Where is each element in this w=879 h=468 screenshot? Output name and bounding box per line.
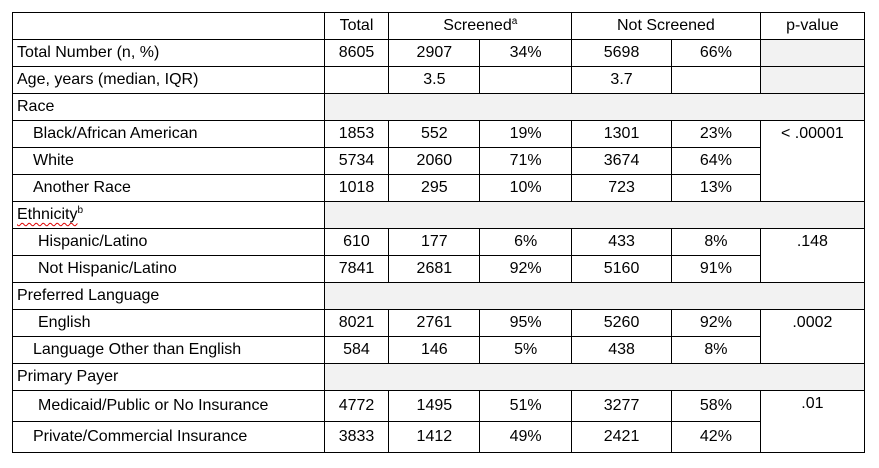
not-screened-count: 3674 bbox=[572, 148, 672, 175]
total-value: 8021 bbox=[324, 310, 389, 337]
not-screened-percent: 92% bbox=[672, 310, 761, 337]
header-total: Total bbox=[324, 13, 389, 40]
table-row bbox=[13, 175, 865, 202]
header-p-value: p-value bbox=[760, 13, 864, 40]
section-row-language bbox=[13, 283, 865, 310]
total-value: 3833 bbox=[324, 422, 389, 453]
not-screened-percent: 66% bbox=[672, 40, 761, 67]
footnote-a: a bbox=[511, 16, 518, 27]
p-value-language: .0002 bbox=[760, 310, 864, 364]
not-screened-percent: 8% bbox=[672, 229, 761, 256]
table-row bbox=[13, 256, 865, 283]
screened-count: 1495 bbox=[389, 391, 480, 422]
screened-percent: 95% bbox=[480, 310, 572, 337]
screened-count: 146 bbox=[389, 337, 480, 364]
p-value-ethnicity: .148 bbox=[760, 229, 864, 283]
screened-count: 552 bbox=[389, 121, 480, 148]
not-screened-count: 3277 bbox=[572, 391, 672, 422]
table-row bbox=[13, 391, 865, 422]
total-value: 7841 bbox=[324, 256, 389, 283]
not-screened-count: 438 bbox=[572, 337, 672, 364]
section-row-payer bbox=[13, 364, 865, 391]
total-value: 5734 bbox=[324, 148, 389, 175]
section-shade bbox=[324, 283, 865, 310]
total-value: 584 bbox=[324, 337, 389, 364]
section-label: Race bbox=[13, 94, 325, 121]
screened-count: 2761 bbox=[389, 310, 480, 337]
section-shade bbox=[324, 94, 865, 121]
total-value: 1018 bbox=[324, 175, 389, 202]
not-screened-count: 723 bbox=[572, 175, 672, 202]
p-value-race: < .00001 bbox=[760, 121, 864, 202]
not-screened-percent: 8% bbox=[672, 337, 761, 364]
section-shade bbox=[324, 202, 865, 229]
not-screened-median: 3.7 bbox=[572, 67, 672, 94]
not-screened-count: 5698 bbox=[572, 40, 672, 67]
total-value: 4772 bbox=[324, 391, 389, 422]
screened-count: 2060 bbox=[389, 148, 480, 175]
table-row bbox=[13, 148, 865, 175]
not-screened-percent: 64% bbox=[672, 148, 761, 175]
not-screened-percent: 13% bbox=[672, 175, 761, 202]
row-label: Age, years (median, IQR) bbox=[13, 67, 325, 94]
ethnicity-label: Ethnicity bbox=[17, 206, 78, 223]
not-screened-count: 433 bbox=[572, 229, 672, 256]
row-label: English bbox=[13, 310, 325, 337]
not-screened-percent: 91% bbox=[672, 256, 761, 283]
section-shade bbox=[324, 364, 865, 391]
section-label: Preferred Language bbox=[13, 283, 325, 310]
total-value: 610 bbox=[324, 229, 389, 256]
screened-percent: 5% bbox=[480, 337, 572, 364]
table-row bbox=[13, 229, 865, 256]
row-label: Black/African American bbox=[13, 121, 325, 148]
screened-percent: 71% bbox=[480, 148, 572, 175]
header-blank bbox=[13, 13, 325, 40]
demographics-table bbox=[12, 12, 865, 453]
screened-percent: 92% bbox=[480, 256, 572, 283]
screened-percent: 19% bbox=[480, 121, 572, 148]
screened-empty bbox=[480, 67, 572, 94]
not-screened-count: 2421 bbox=[572, 422, 672, 453]
header-screened-label: Screened bbox=[443, 17, 512, 34]
row-label: Medicaid/Public or No Insurance bbox=[13, 391, 325, 422]
screened-percent: 51% bbox=[480, 391, 572, 422]
table-row bbox=[13, 121, 865, 148]
row-label: Private/Commercial Insurance bbox=[13, 422, 325, 453]
table-row bbox=[13, 67, 865, 94]
screened-count: 177 bbox=[389, 229, 480, 256]
screened-count: 2907 bbox=[389, 40, 480, 67]
screened-percent: 10% bbox=[480, 175, 572, 202]
screened-count: 295 bbox=[389, 175, 480, 202]
row-label: Another Race bbox=[13, 175, 325, 202]
table-row bbox=[13, 337, 865, 364]
p-value-empty bbox=[760, 67, 864, 94]
row-label: Not Hispanic/Latino bbox=[13, 256, 325, 283]
not-screened-count: 5260 bbox=[572, 310, 672, 337]
section-row-race bbox=[13, 94, 865, 121]
row-label: Language Other than English bbox=[13, 337, 325, 364]
not-screened-count: 5160 bbox=[572, 256, 672, 283]
total-empty bbox=[324, 67, 389, 94]
section-label bbox=[13, 202, 325, 229]
header-not-screened: Not Screened bbox=[572, 13, 761, 40]
not-screened-empty bbox=[672, 67, 761, 94]
not-screened-percent: 42% bbox=[672, 422, 761, 453]
header-row bbox=[13, 13, 865, 40]
screened-percent: 6% bbox=[480, 229, 572, 256]
row-label: Total Number (n, %) bbox=[13, 40, 325, 67]
row-label: Hispanic/Latino bbox=[13, 229, 325, 256]
section-row-ethnicity bbox=[13, 202, 865, 229]
footnote-b: b bbox=[77, 205, 84, 216]
not-screened-percent: 58% bbox=[672, 391, 761, 422]
total-value: 1853 bbox=[324, 121, 389, 148]
p-value-payer: .01 bbox=[760, 391, 864, 453]
table-row bbox=[13, 422, 865, 453]
screened-count: 2681 bbox=[389, 256, 480, 283]
header-screened bbox=[389, 13, 572, 40]
total-value: 8605 bbox=[324, 40, 389, 67]
screened-median: 3.5 bbox=[389, 67, 480, 94]
section-label: Primary Payer bbox=[13, 364, 325, 391]
table-row bbox=[13, 40, 865, 67]
screened-percent: 49% bbox=[480, 422, 572, 453]
table-row bbox=[13, 310, 865, 337]
screened-percent: 34% bbox=[480, 40, 572, 67]
not-screened-percent: 23% bbox=[672, 121, 761, 148]
screened-count: 1412 bbox=[389, 422, 480, 453]
not-screened-count: 1301 bbox=[572, 121, 672, 148]
row-label: White bbox=[13, 148, 325, 175]
p-value-empty bbox=[760, 40, 864, 67]
